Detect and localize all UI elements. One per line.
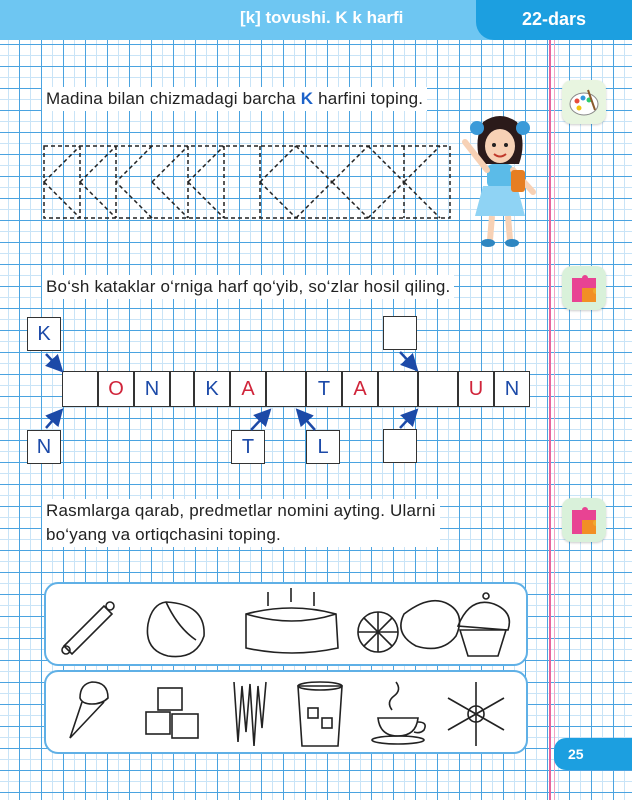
picture-row-2 bbox=[44, 670, 528, 754]
strip-cell: T bbox=[306, 371, 342, 407]
lemon-slice-icon bbox=[358, 612, 398, 652]
peach-icon bbox=[147, 602, 204, 657]
task1-text-after: harfini toping. bbox=[313, 89, 424, 108]
picture-row-1 bbox=[44, 582, 528, 666]
lesson-title: [k] tovushi. K k harfi bbox=[240, 8, 404, 27]
task1-text-before: Madina bilan chizmadagi barcha bbox=[46, 89, 301, 108]
cake-icon bbox=[246, 588, 338, 653]
strip-cell: A bbox=[230, 371, 266, 407]
glass-with-ice-icon bbox=[298, 682, 342, 746]
strip-cell: N bbox=[134, 371, 170, 407]
strip-cell: O bbox=[98, 371, 134, 407]
ice-cream-cone-icon bbox=[70, 682, 108, 738]
strip-cell: N bbox=[494, 371, 530, 407]
snowflake-icon bbox=[448, 682, 504, 746]
letter-cell-top-1[interactable]: K bbox=[27, 317, 61, 351]
icicles-icon bbox=[234, 682, 266, 746]
puzzle-icon-2 bbox=[562, 498, 606, 542]
k-puzzle-drawing bbox=[40, 142, 460, 222]
connector-arrows bbox=[0, 340, 632, 480]
strip-cell: A bbox=[342, 371, 378, 407]
letter-cell-bottom-1[interactable]: N bbox=[27, 430, 61, 464]
lesson-number-tab: 22-dars bbox=[476, 0, 632, 40]
girl-illustration bbox=[455, 112, 545, 252]
letter-cell-bottom-3[interactable]: L bbox=[306, 430, 340, 464]
puzzle-icon bbox=[562, 266, 606, 310]
strip-cell: U bbox=[458, 371, 494, 407]
rolling-pin-icon bbox=[62, 602, 114, 654]
page-number: 25 bbox=[554, 738, 632, 770]
cup-of-tea-icon bbox=[372, 682, 425, 744]
task1-instruction bbox=[42, 87, 427, 111]
task2-instruction: Bo‘sh kataklar o‘rniga harf qo‘yib, so‘zlar hosil qiling. bbox=[42, 275, 454, 299]
task1-highlight-letter: K bbox=[300, 89, 314, 108]
cupcake-icon bbox=[458, 593, 509, 656]
sack-icon bbox=[401, 601, 460, 649]
ice-cubes-icon bbox=[146, 688, 198, 738]
letter-cell-bottom-2[interactable]: T bbox=[231, 430, 265, 464]
task3-line2: bo‘yang va ortiqchasini toping. bbox=[46, 525, 281, 544]
strip-cell: K bbox=[194, 371, 230, 407]
palette-icon bbox=[562, 80, 606, 124]
task3-instruction bbox=[42, 499, 440, 547]
task3-line1: Rasmlarga qarab, predmetlar nomini ayting. Ularni bbox=[46, 501, 436, 520]
